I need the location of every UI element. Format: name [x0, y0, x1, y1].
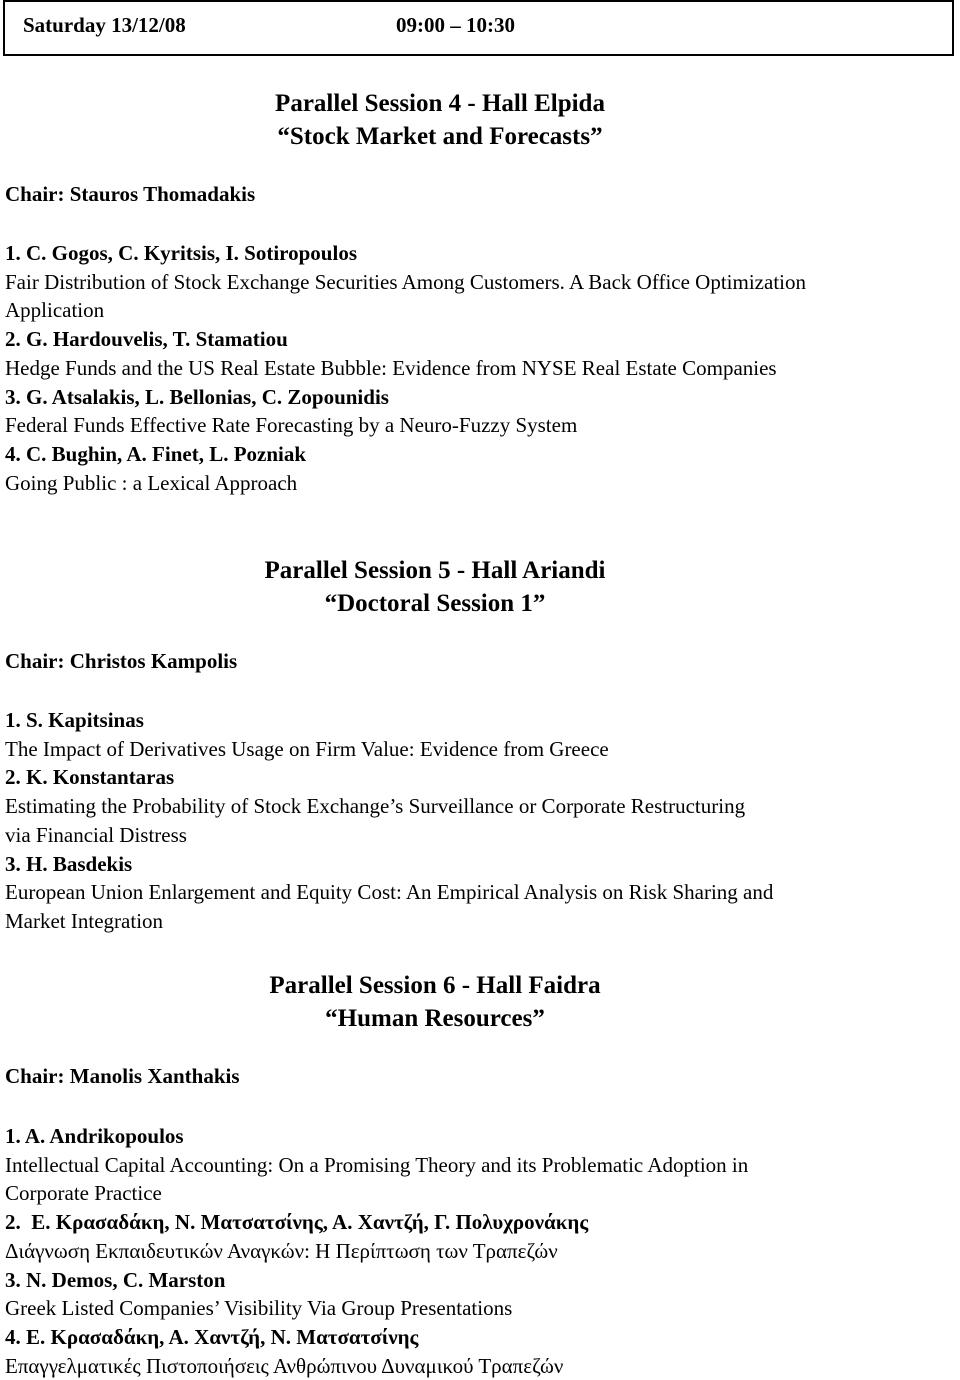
session-subtitle-line: “Stock Market and Forecasts”: [277, 123, 603, 150]
paper-authors: 2. K. Konstantaras: [5, 765, 175, 790]
session-title: [225, 969, 645, 1035]
session-title-line: Parallel Session 6 - Hall Faidra: [269, 972, 601, 999]
paper-authors: 1. C. Gogos, C. Kyritsis, I. Sotiropoulos: [5, 241, 357, 265]
session-subtitle-line: “Human Resources”: [325, 1005, 545, 1032]
paper-authors: 1. A. Andrikopoulos: [5, 1124, 184, 1148]
paper-list: [5, 239, 910, 497]
paper-title: Estimating the Probability of Stock Exchange’s Surveillance or Corporate Restructuring via Financial Distress: [5, 794, 746, 847]
paper-title: Επαγγελματικές Πιστοποιήσεις Ανθρώπινου Δυναμικού Τραπεζών: [5, 1353, 564, 1378]
paper-list: [5, 706, 910, 936]
paper-entry: [5, 1266, 910, 1323]
paper-list: [5, 1122, 910, 1380]
session-chair: Chair: Christos Kampolis: [5, 649, 238, 673]
paper-authors: 2. Ε. Κρασαδάκη, Ν. Ματσατσίνης, Α. Χαντζή, Γ. Πολυχρονάκης: [5, 1210, 589, 1235]
paper-entry: [5, 763, 910, 849]
schedule-header: [3, 0, 954, 56]
paper-authors: 3. H. Basdekis: [5, 851, 133, 876]
session-date: Saturday 13/12/08: [23, 13, 186, 37]
paper-entry: [5, 383, 910, 440]
session-subtitle-line: “Doctoral Session 1”: [324, 590, 546, 617]
paper-title: Hedge Funds and the US Real Estate Bubble: Evidence from NYSE Real Estate Companies: [5, 355, 777, 380]
paper-title: Going Public : a Lexical Approach: [5, 470, 298, 495]
session-title-line: Parallel Session 4 - Hall Elpida: [275, 90, 605, 117]
paper-authors: 1. S. Kapitsinas: [5, 708, 144, 732]
session-chair: Chair: Stauros Thomadakis: [5, 182, 256, 206]
paper-entry: [5, 239, 910, 325]
paper-authors: 3. N. Demos, C. Marston: [5, 1267, 226, 1292]
paper-entry: [5, 440, 910, 497]
paper-authors: 2. G. Hardouvelis, T. Stamatiou: [5, 327, 288, 352]
paper-authors: 4. Ε. Κρασαδάκη, Α. Χαντζή, Ν. Ματσατσίνης: [5, 1324, 419, 1349]
paper-title: European Union Enlargement and Equity Cost: An Empirical Analysis on Risk Sharing and Market Integration: [5, 880, 774, 933]
paper-entry: [5, 706, 910, 763]
paper-title: Intellectual Capital Accounting: On a Promising Theory and its Problematic Adoption in Corporate Practice: [5, 1152, 749, 1206]
paper-authors: 3. G. Atsalakis, L. Bellonias, C. Zopounidis: [5, 384, 389, 409]
paper-title: Greek Listed Companies’ Visibility Via Group Presentations: [5, 1296, 513, 1321]
session-title: [230, 87, 650, 153]
session-chair: Chair: Manolis Xanthakis: [5, 1064, 240, 1088]
paper-title: Fair Distribution of Stock Exchange Securities Among Customers. A Back Office Optimization Application: [5, 269, 806, 323]
paper-authors: 4. C. Bughin, A. Finet, L. Pozniak: [5, 441, 307, 466]
paper-title: Διάγνωση Εκπαιδευτικών Αναγκών: Η Περίπτωση των Τραπεζών: [5, 1238, 558, 1263]
paper-entry: [5, 325, 910, 382]
paper-entry: [5, 1122, 910, 1208]
paper-entry: [5, 850, 910, 936]
session-title-line: Parallel Session 5 - Hall Ariandi: [264, 557, 606, 584]
paper-entry: [5, 1323, 910, 1380]
session-title: [225, 554, 645, 620]
session-time: 09:00 – 10:30: [396, 13, 515, 37]
paper-title: The Impact of Derivatives Usage on Firm Value: Evidence from Greece: [5, 736, 609, 761]
paper-title: Federal Funds Effective Rate Forecasting by a Neuro-Fuzzy System: [5, 413, 578, 438]
paper-entry: [5, 1208, 910, 1265]
